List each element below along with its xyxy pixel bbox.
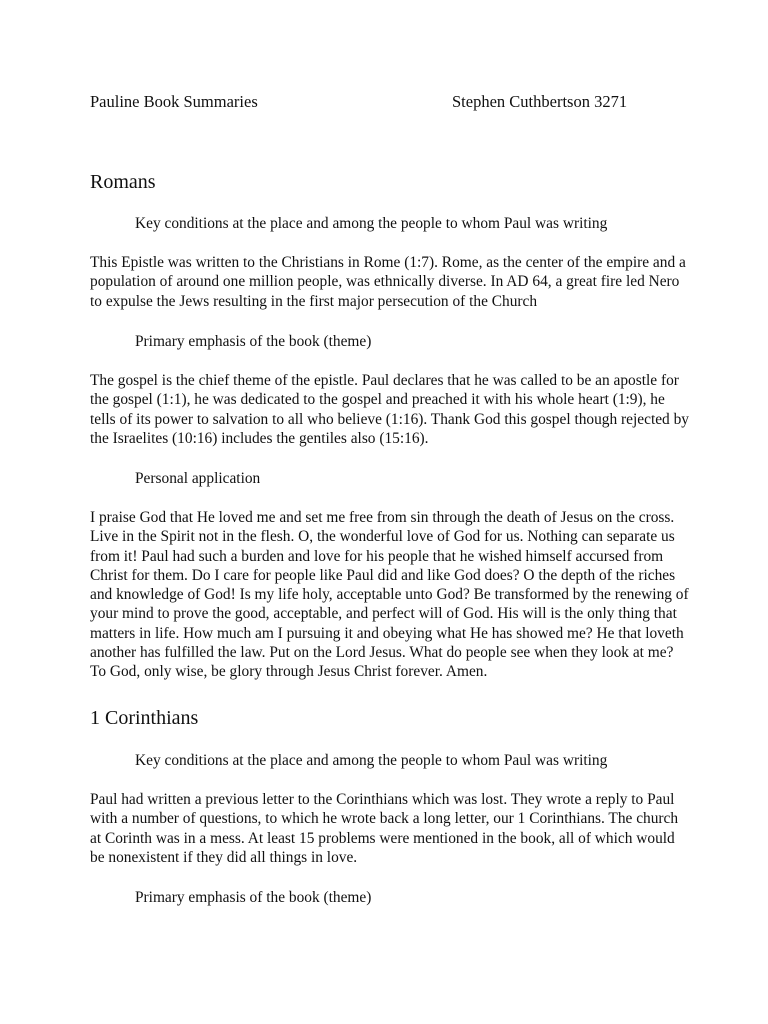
paragraph-line: your mind to prove the good, acceptable, and perfect will of God. His will is the only thing that	[90, 605, 677, 623]
paragraph-line: Live in the Spirit not in the flesh. O, the wonderful love of God for us. Nothing can separate us	[90, 528, 675, 546]
paragraph-line: Paul had written a previous letter to the Corinthians which was lost. They wrote a reply to Paul	[90, 791, 675, 808]
paragraph-line: at Corinth was in a mess. At least 15 problems were mentioned in the book, all of which would	[90, 829, 675, 847]
romans-heading-key-conditions: Key conditions at the place and among the people to whom Paul was writing	[135, 215, 608, 232]
romans-heading-theme: Primary emphasis of the book (theme)	[135, 333, 372, 350]
page-header	[90, 92, 650, 114]
document-title: Pauline Book Summaries	[90, 92, 258, 111]
paragraph-line: matters in life. How much am I pursuing it and obeying what He has showed me? He that loveth	[90, 624, 684, 642]
paragraph-line: To God, only wise, be glory through Jesus Christ forever. Amen.	[90, 663, 488, 681]
section-title-romans: Romans	[90, 171, 156, 193]
author-name: Stephen Cuthbertson 3271	[452, 92, 628, 111]
romans-paragraph-theme	[90, 371, 690, 448]
paragraph-line: be nonexistent if they did all things in love.	[90, 848, 358, 866]
paragraph-line: from it! Paul had such a burden and love for his people that he wished himself accursed from	[90, 547, 664, 565]
paragraph-line: Christ for them. Do I care for people like Paul did and like God does? O the depth of the riches	[90, 566, 676, 584]
paragraph-line: the Israelites (10:16) includes the gentiles also (15:16).	[90, 429, 429, 447]
section-title-1-corinthians: 1 Corinthians	[90, 707, 199, 729]
paragraph-line: with a number of questions, to which he wrote back a long letter, our 1 Corinthians. The church	[90, 810, 679, 828]
paragraph-line: the gospel (1:1), he was dedicated to the gospel and preached it with his whole heart (1:9), he	[90, 391, 665, 409]
corinthians-heading-theme: Primary emphasis of the book (theme)	[135, 889, 372, 906]
romans-heading-application: Personal application	[135, 470, 261, 487]
corinthians-heading-key-conditions: Key conditions at the place and among the people to whom Paul was writing	[135, 752, 608, 769]
romans-paragraph-conditions	[90, 253, 690, 311]
paragraph-line: population of around one million people, was ethnically diverse. In AD 64, a great fire led Nero	[90, 273, 680, 291]
paragraph-line: I praise God that He loved me and set me free from sin through the death of Jesus on the cross.	[90, 509, 675, 526]
paragraph-line: another has fulfilled the law. Put on the Lord Jesus. What do people see when they look at me?	[90, 644, 674, 662]
paragraph-line: tells of its power to salvation to all who believe (1:16). Thank God this gospel though rejected by	[90, 410, 689, 428]
paragraph-line: This Epistle was written to the Christians in Rome (1:7). Rome, as the center of the empire and a	[90, 254, 686, 271]
paragraph-line: The gospel is the chief theme of the epistle. Paul declares that he was called to be an apostle for	[90, 372, 679, 389]
paragraph-line: to expulse the Jews resulting in the first major persecution of the Church	[90, 292, 538, 310]
paragraph-line: and knowledge of God! Is my life holy, acceptable unto God? Be transformed by the renewing of	[90, 586, 689, 604]
corinthians-paragraph-conditions	[90, 790, 690, 867]
romans-paragraph-application	[90, 508, 690, 682]
